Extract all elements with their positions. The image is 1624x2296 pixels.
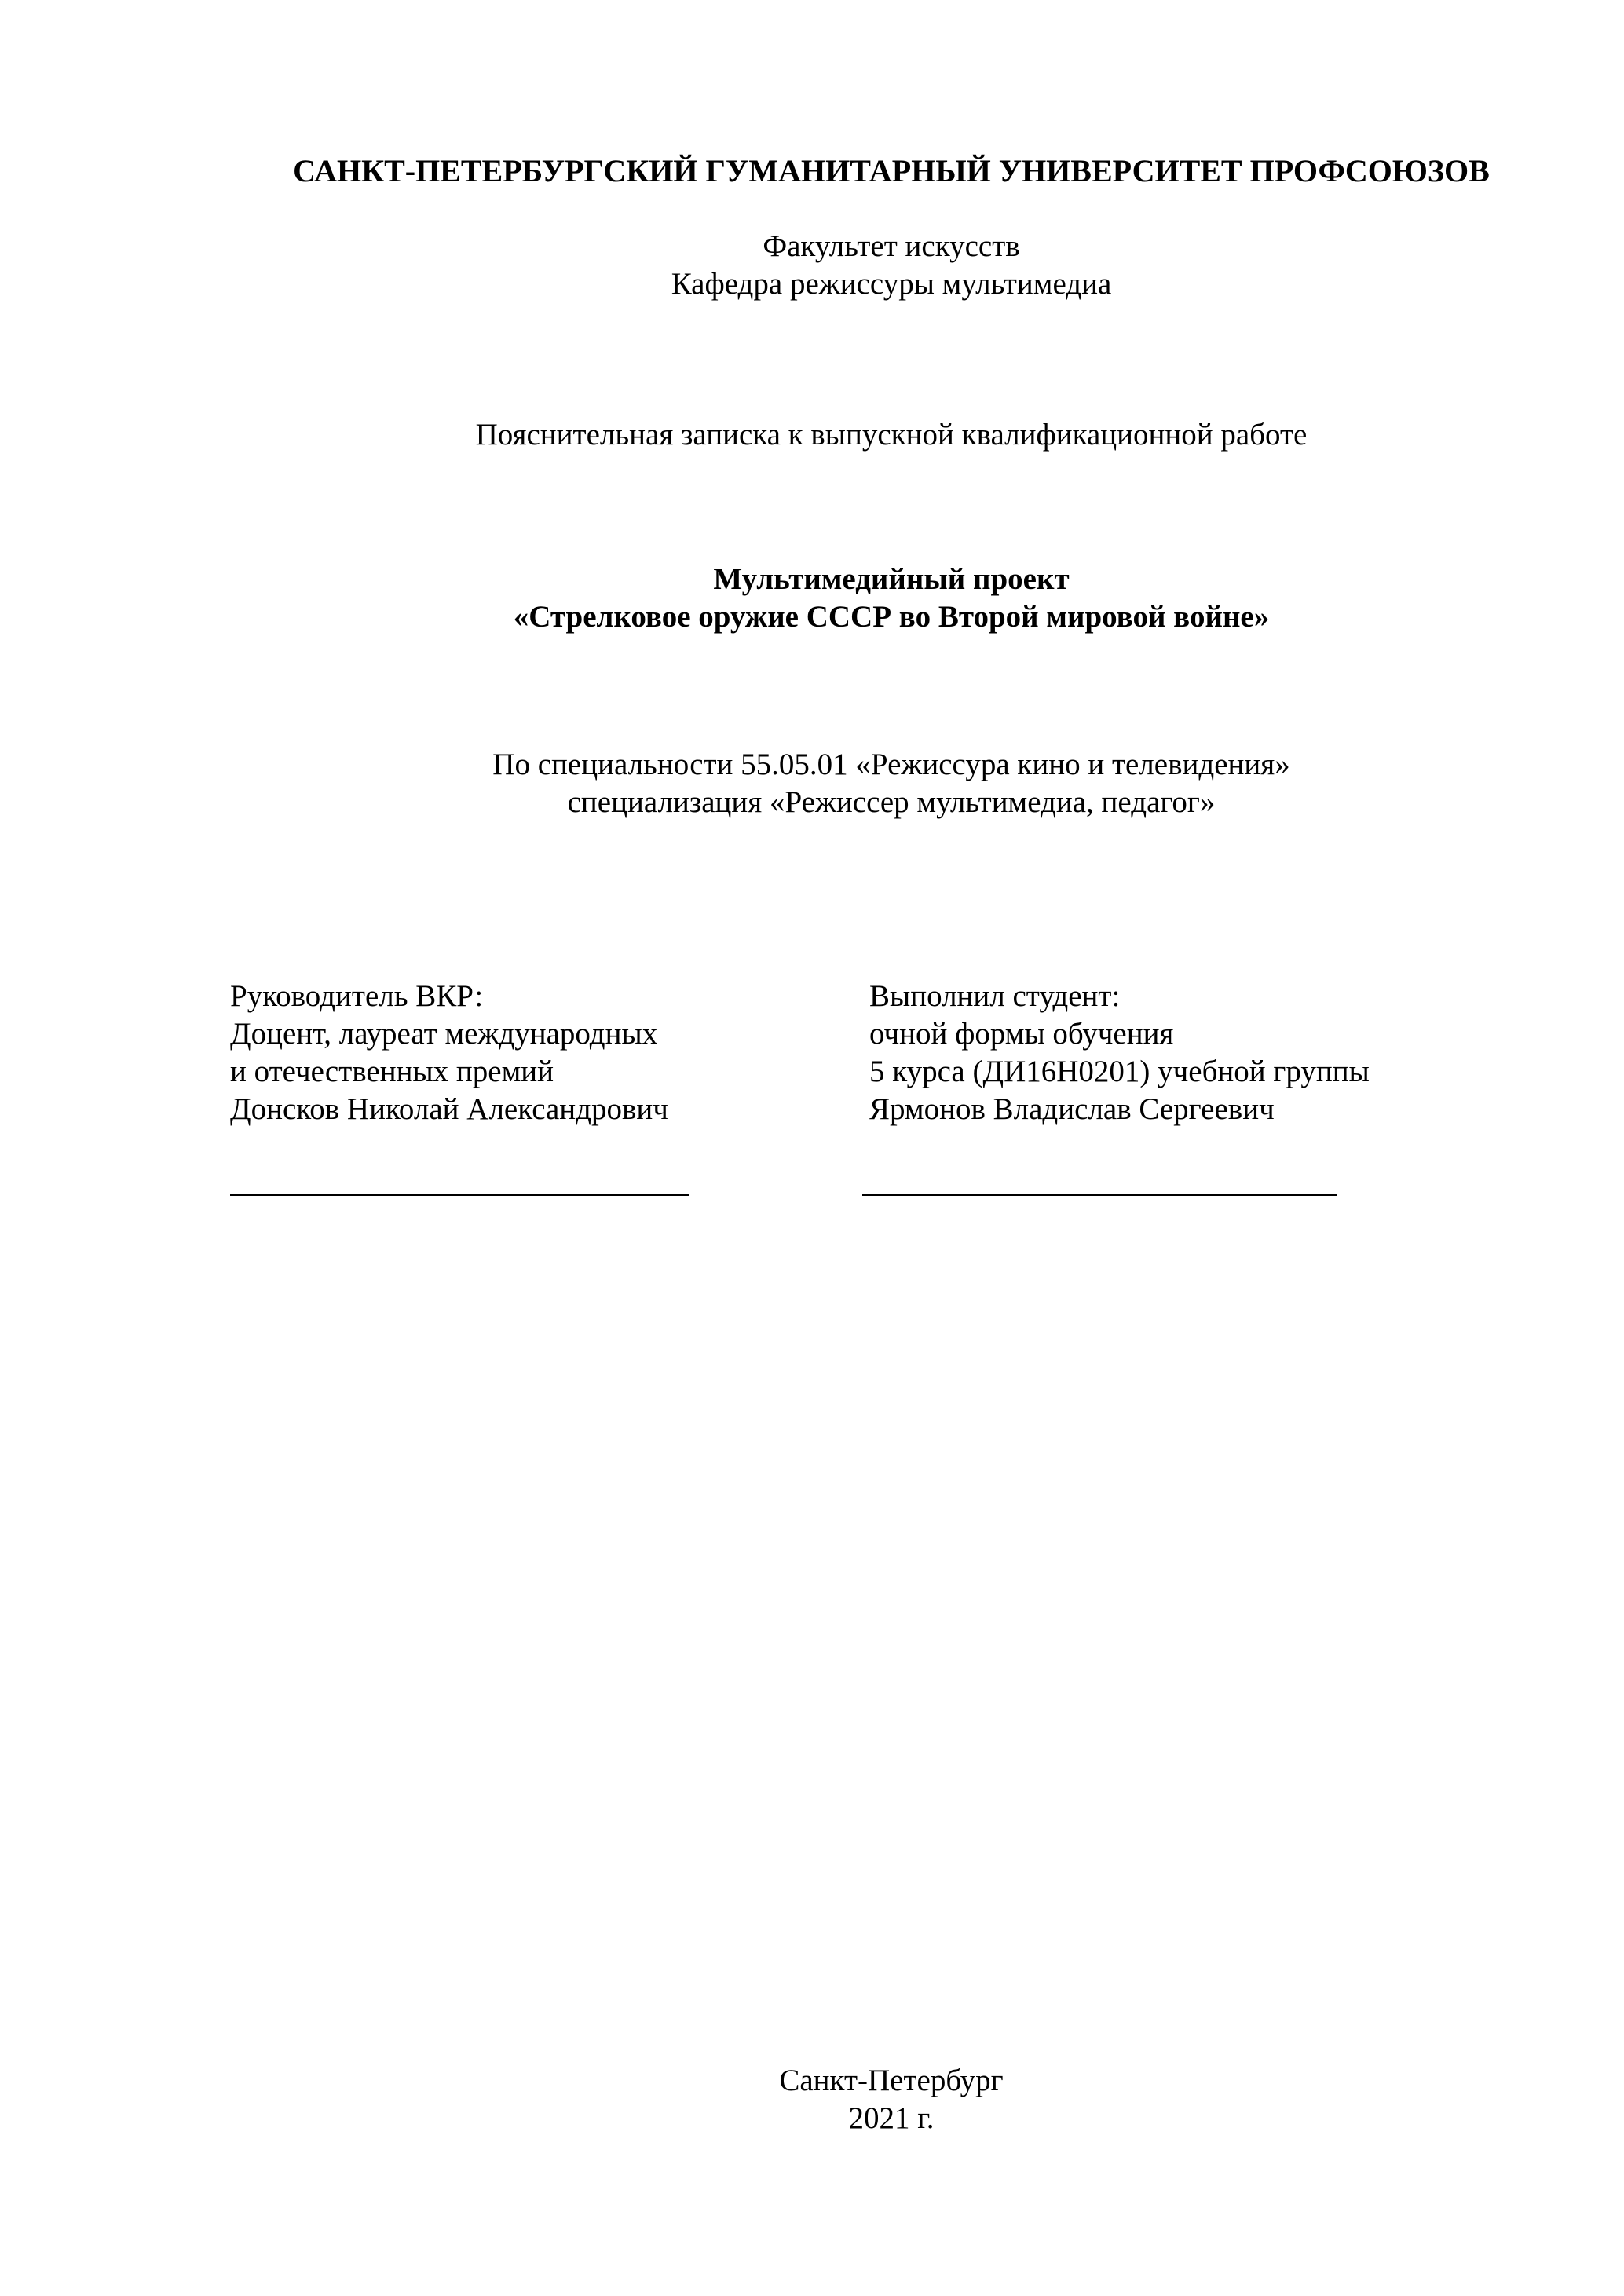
student-name: Ярмонов Владислав Сергеевич	[869, 1092, 1275, 1126]
specialty-line1: По специальности 55.05.01 «Режиссура кино и телевидения»	[492, 748, 1290, 781]
footer-city: Санкт-Петербург	[779, 2064, 1004, 2097]
supervisor-signature-line	[230, 1194, 689, 1196]
specialty-line2: специализация «Режиссер мультимедиа, педагог»	[567, 785, 1216, 819]
student-label: Выполнил студент:	[869, 979, 1121, 1013]
project-title-line2: «Стрелковое оружие СССР во Второй мировой войне»	[513, 600, 1270, 634]
supervisor-label: Руководитель ВКР:	[230, 979, 484, 1013]
student-signature-line	[862, 1194, 1337, 1196]
student-form: очной формы обучения	[869, 1017, 1174, 1051]
supervisor-awards: и отечественных премий	[230, 1055, 554, 1088]
faculty-name: Факультет искусств	[763, 229, 1020, 263]
project-title-line1: Мультимедийный проект	[713, 562, 1070, 596]
document-type: Пояснительная записка к выпускной квалификационной работе	[475, 418, 1308, 452]
supervisor-name: Донсков Николай Александрович	[230, 1092, 668, 1126]
department-name: Кафедра режиссуры мультимедиа	[671, 267, 1112, 301]
supervisor-position: Доцент, лауреат международных	[230, 1017, 658, 1051]
university-name: САНКТ-ПЕТЕРБУРГСКИЙ ГУМАНИТАРНЫЙ УНИВЕРСИТЕТ ПРОФСОЮЗОВ	[293, 153, 1490, 188]
footer-year: 2021 г.	[848, 2101, 935, 2135]
student-group: 5 курса (ДИ16Н0201) учебной группы	[869, 1055, 1370, 1088]
